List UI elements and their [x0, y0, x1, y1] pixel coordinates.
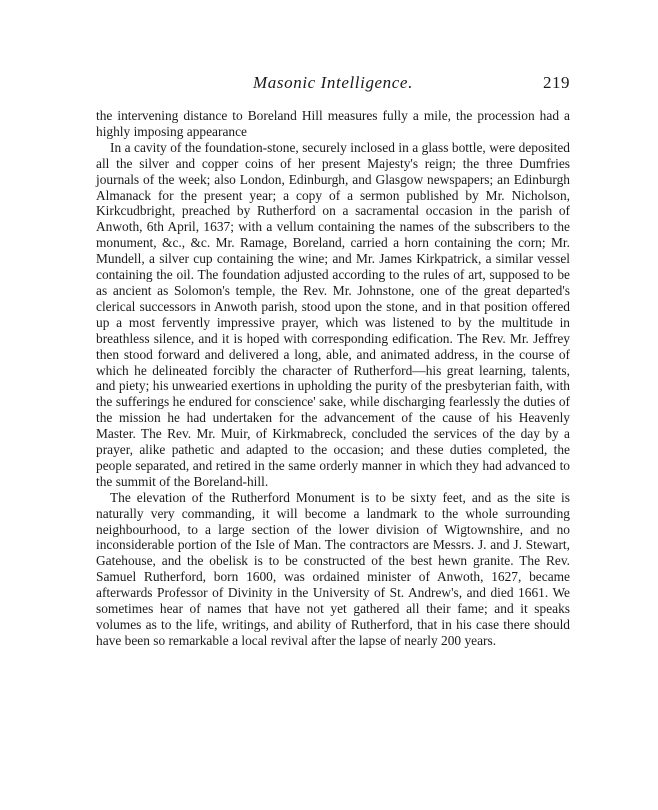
running-head	[96, 72, 570, 96]
body-text	[96, 108, 570, 649]
running-title: Masonic Intelligence.	[253, 73, 413, 92]
paragraph-continuation: the intervening distance to Boreland Hill measures fully a mile, the procession had a highly imposing appearance	[96, 108, 570, 139]
paragraph-monument-elevation: The elevation of the Rutherford Monument is to be sixty feet, and as the site is naturally very commanding, it will become a landmark to the whole surrounding neighbourhood, to a large section of the lower division of Wigtownshire, and no inconsiderable portion of the Isle of Man. The contractors are Messrs. J. and J. Stewart, Gatehouse, and the obelisk is to be constructed of the best hewn granite. The Rev. Samuel Rutherford, born 1600, was ordained minister of Anwoth, 1627, became afterwards Professor of Divinity in the University of St. Andrew's, and died 1661. We sometimes hear of names that have not yet gathered all their fame; and it speaks volumes as to the life, writings, and ability of Rutherford, that in his case there should have been so remarkable a local revival after the lapse of nearly 200 years.	[96, 489, 570, 648]
paragraph-foundation-stone: In a cavity of the foundation-stone, securely inclosed in a glass bottle, were deposited all the silver and copper coins of her present Majesty's reign; the three Dumfries journals of the week; also London, Edinburgh, and Glasgow newspapers; an Edinburgh Almanack for the present year; a copy of a sermon published by Mr. Nicholson, Kirkcudbright, preached by Rutherford on a sacramental occasion in the parish of Anwoth, 6th April, 1637; with a vellum containing the names of the subscribers to the monument, &c., &c. Mr. Ramage, Boreland, carried a horn containing the corn; Mr. Mundell, a silver cup containing the wine; and Mr. James Kirkpatrick, a similar vessel containing the oil. The foundation adjusted according to the rules of art, supposed to be as ancient as Solomon's temple, the Rev. Mr. Johnstone, one of the great departed's clerical successors in Anwoth parish, stood upon the stone, and in that position offered up a most fervently impressive prayer, which was listened to by the multitude in breathless silence, and it is hoped with corresponding edification. The Rev. Mr. Jeffrey then stood forward and delivered a long, able, and animated address, in the course of which he delineated forcibly the character of Rutherford—his great learning, talents, and piety; his unwearied exertions in upholding the purity of the presbyterian faith, with the sufferings he endured for conscience' sake, while discharging fearlessly the duties of the mission he had undertaken for the advancement of the cause of his Heavenly Master. The Rev. Mr. Muir, of Kirkmabreck, concluded the services of the day by a prayer, alike pathetic and adapted to the occasion; and these duties completed, the people separated, and retired in the same orderly manner in which they had advanced to the summit of the Boreland-hill.	[96, 139, 570, 489]
page-number: 219	[543, 73, 570, 92]
